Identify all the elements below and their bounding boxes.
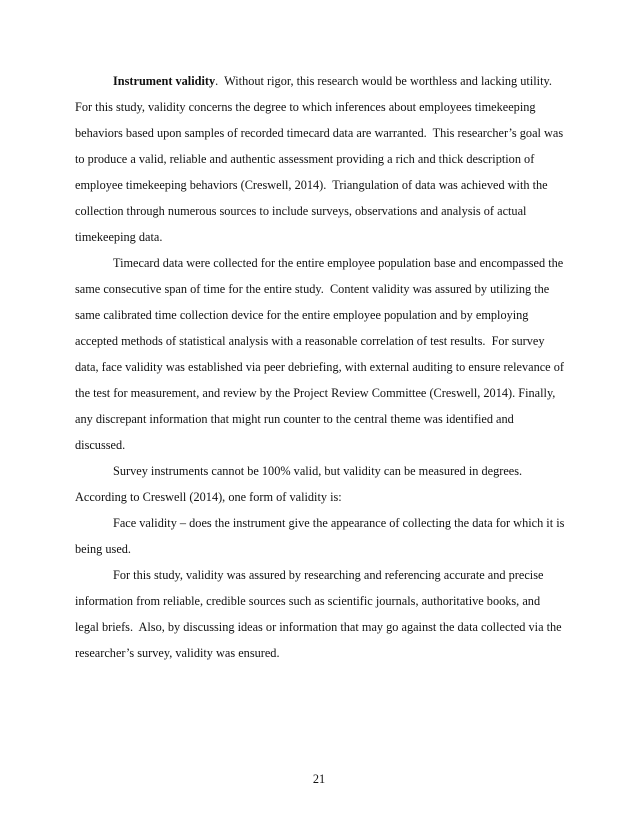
heading-punctuation: . [215,74,219,88]
paragraph-validity-assurance: For this study, validity was assured by researching and referencing accurate and precise information from reliable, credible sources such as scientific journals, authoritative books, and legal briefs. Also, by discussing ideas or information that may go against the data collected via the researcher’s survey, validity was ensured. [75,568,565,660]
page-number: 21 [312,772,326,786]
paragraph-survey-instruments: Survey instruments cannot be 100% valid, but validity can be measured in degrees. According to Creswell (2014), one form of validity is: [75,464,523,504]
paragraph-face-validity: Face validity – does the instrument give the appearance of collecting the data for which it is being used. [75,516,565,556]
paragraph-instrument-validity [75,68,567,250]
document-body [75,68,567,666]
paragraph-timecard-data: Timecard data were collected for the entire employee population base and encompassed the same consecutive span of time for the entire study. Content validity was assured by utilizing the same calibrated time collection device for the entire employee population and by employing accepted methods of statistical analysis with a reasonable correlation of test results. For survey data, face validity was established via peer debriefing, with external auditing to ensure relevance of the test for measurement, and review by the Project Review Committee (Creswell, 2014). Finally, any discrepant information that might run counter to the central theme was identified and discussed. [75,256,568,452]
paragraph-text: Without rigor, this research would be worthless and lacking utility. For this study, validity concerns the degree to which inferences about employees timekeeping behaviors based upon samples of recorded timecard data are warranted. This researcher’s goal was to produce a valid, reliable and authentic assessment providing a rich and thick description of employee timekeeping behaviors (Creswell, 2014). Triangulation of data was achieved with the collection through numerous sources to include surveys, observations and analysis of actual timekeeping data. [75,74,567,244]
section-heading: Instrument validity [113,74,216,88]
